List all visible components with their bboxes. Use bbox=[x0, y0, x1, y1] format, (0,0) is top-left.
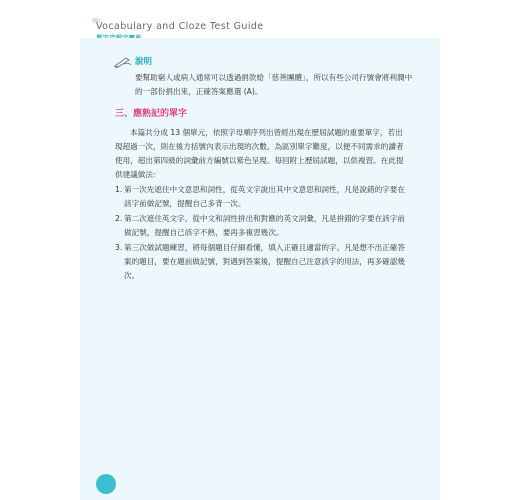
note-title: 說明 bbox=[135, 57, 153, 67]
section-paragraph: 本篇共分成 13 個單元，依照字母順序列出曾經出現在歷屆試題的重要單字，若出現超過一次，則在後方括號內表示出現的次數。為區別單字難度，以便不同需求的讀者使用，超出第四級的詞彙前方編號以紫色呈現。每回附上歷屆試題，以供複習。在此提供建議做法： bbox=[115, 128, 404, 179]
steps-list bbox=[115, 183, 409, 284]
list-item bbox=[115, 183, 409, 211]
section-title: 三、應熟記的單字 bbox=[115, 109, 188, 119]
pencil-note-icon bbox=[114, 56, 132, 68]
page-tab-marker bbox=[96, 474, 116, 494]
list-item bbox=[115, 241, 409, 283]
step-text: 第三次做試題練習，將每個題目仔細看懂，填入正確且適當的字。凡是想不出正確答案的題目，要在題前做記號，對遇到答案後，提醒自己注意該字的用法，再多確認幾次。 bbox=[124, 243, 405, 280]
step-number: 2. bbox=[115, 214, 123, 223]
list-item bbox=[115, 212, 409, 240]
step-number: 3. bbox=[115, 243, 123, 252]
step-text: 第一次先遮住中文意思和詞性，從英文字說出其中文意思和詞性，凡是說錯的字要在該字前做記號，提醒自己多背一次。 bbox=[124, 185, 405, 208]
step-text: 第二次遮住英文字，從中文和詞性拼出和對應的英文詞彙，凡是拼錯的字要在該字前做記號，提醒自己該字不熟，要再多複習幾次。 bbox=[124, 214, 405, 237]
book-title-english: Vocabulary and Cloze Test Guide bbox=[96, 21, 264, 32]
note-body: 要幫助窮人或病人通常可以透過捐款給「慈善團體」，所以有些公司行號會將利潤中的一部份捐出來，正確答案應選 (A)。 bbox=[135, 73, 413, 96]
step-number: 1. bbox=[115, 185, 123, 194]
